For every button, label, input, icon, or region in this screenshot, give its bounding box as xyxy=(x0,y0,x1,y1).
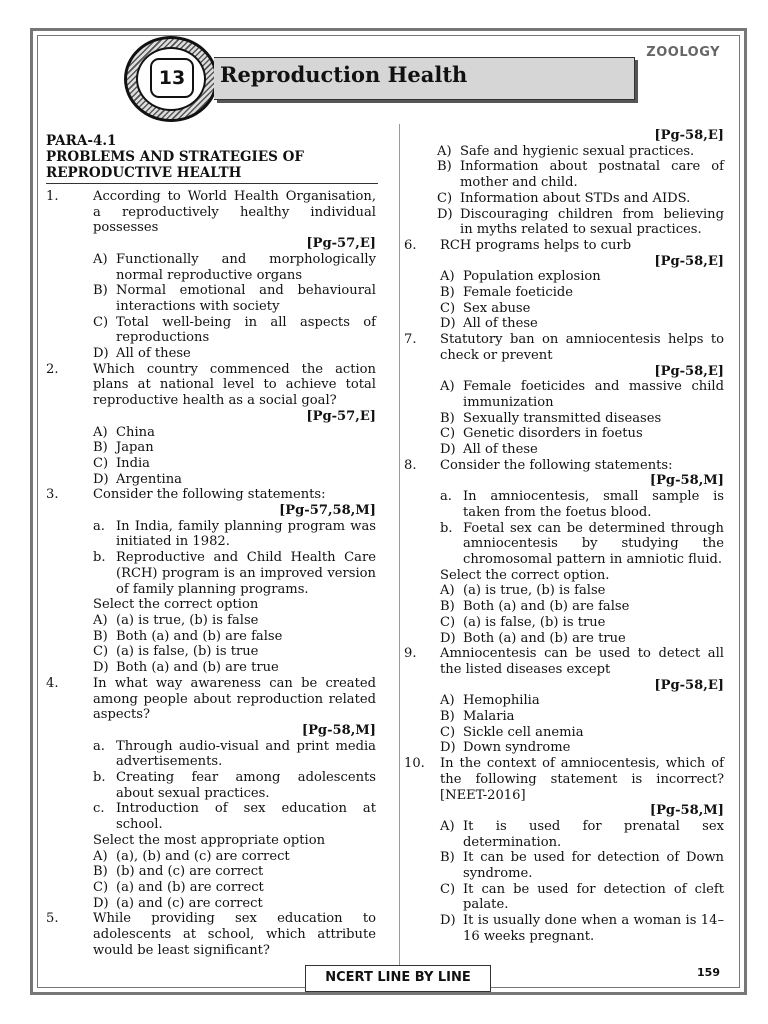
option-label: C) xyxy=(437,190,453,206)
option-b xyxy=(440,285,724,301)
statement-label: a. xyxy=(93,738,105,754)
option-text: Population explosion xyxy=(463,269,601,285)
options-list xyxy=(440,269,724,332)
option-label: B) xyxy=(440,599,455,615)
option-label: C) xyxy=(440,881,456,897)
option-c xyxy=(440,615,724,631)
question-number: 3. xyxy=(46,487,59,503)
option-a xyxy=(93,425,376,441)
statement-text: In amniocentesis, small sample is taken from the foetus blood. xyxy=(463,489,724,520)
option-label: A) xyxy=(93,251,108,267)
option-label: C) xyxy=(93,455,109,471)
options-list xyxy=(440,693,724,756)
options-list xyxy=(93,252,376,362)
chapter-title: Reproduction Health xyxy=(220,62,468,87)
option-label: B) xyxy=(440,850,455,866)
option-c xyxy=(440,725,724,741)
subject-label: ZOOLOGY xyxy=(646,45,720,60)
option-b xyxy=(440,411,724,427)
question-text: Statutory ban on amniocentesis helps to check or prevent xyxy=(440,332,724,363)
footer-series-label: NCERT LINE BY LINE xyxy=(305,965,491,992)
option-text: Safe and hygienic sexual practices. xyxy=(460,143,695,159)
page-reference-tag: [Pg-58,E] xyxy=(654,253,724,269)
option-b xyxy=(440,850,724,881)
statement-text: Introduction of sex education at school. xyxy=(116,801,376,833)
statement-b xyxy=(440,521,724,568)
option-text: Argentina xyxy=(116,471,182,487)
option-a xyxy=(440,583,724,599)
option-text: It can be used for detection of cleft palate. xyxy=(463,881,724,913)
page-number: 159 xyxy=(697,966,720,979)
option-a xyxy=(93,252,376,283)
chapter-number: 13 xyxy=(150,58,194,98)
option-text: It is usually done when a woman is 14–16 weeks pregnant. xyxy=(463,913,724,944)
page-reference-tag: [Pg-58,M] xyxy=(649,803,724,819)
option-label: A) xyxy=(440,818,455,834)
statement-label: a. xyxy=(440,489,452,505)
question-number: 7. xyxy=(404,332,417,348)
question-8 xyxy=(404,458,724,474)
option-label: D) xyxy=(437,206,453,222)
option-label: B) xyxy=(93,628,108,644)
select-instruction: Select the correct option. xyxy=(440,567,610,583)
option-label: C) xyxy=(440,426,456,442)
option-label: D) xyxy=(440,740,456,756)
option-a xyxy=(93,613,376,629)
select-instruction: Select the correct option xyxy=(93,597,259,613)
statement-label: c. xyxy=(93,801,105,817)
option-c xyxy=(93,880,376,896)
left-column xyxy=(46,133,376,958)
option-d xyxy=(440,442,724,458)
option-label: D) xyxy=(93,346,109,362)
option-a xyxy=(437,144,724,160)
option-label: D) xyxy=(93,660,109,676)
option-b xyxy=(93,864,376,880)
question-number: 9. xyxy=(404,646,417,662)
question-text: In what way awareness can be created among people about reproduction related aspects? xyxy=(93,675,376,723)
option-a xyxy=(440,269,724,285)
option-d xyxy=(440,740,724,756)
option-label: D) xyxy=(93,895,109,911)
statement-a xyxy=(93,519,376,550)
option-label: D) xyxy=(440,316,456,332)
page-reference-tag: [Pg-58,E] xyxy=(654,363,724,379)
statement-label: b. xyxy=(440,520,453,536)
option-a xyxy=(440,819,724,850)
statement-a xyxy=(440,489,724,520)
option-text: All of these xyxy=(463,442,538,458)
option-d xyxy=(437,207,724,238)
options-list xyxy=(440,379,724,458)
statement-text: Creating fear among adolescents about sexual practices. xyxy=(116,770,376,801)
question-number: 6. xyxy=(404,237,417,253)
para-label: PARA-4.1 xyxy=(46,133,117,149)
option-text: India xyxy=(116,455,150,471)
page-reference-tag: [Pg-58,M] xyxy=(649,473,724,489)
question-4 xyxy=(46,676,376,723)
question-text: According to World Health Organisation, a reproductively healthy individual possesses xyxy=(93,189,376,236)
option-text: Information about postnatal care of mother and child. xyxy=(460,159,724,191)
option-c xyxy=(440,426,724,442)
page-reference-tag: [Pg-58,E] xyxy=(654,128,724,143)
option-label: B) xyxy=(93,283,108,299)
option-d xyxy=(93,472,376,488)
question-6 xyxy=(404,238,724,254)
option-label: A) xyxy=(440,693,455,709)
option-text: Hemophilia xyxy=(463,693,540,709)
option-text: It can be used for detection of Down syndrome. xyxy=(463,850,724,882)
question-text: Consider the following statements: xyxy=(440,457,673,473)
option-c xyxy=(440,882,724,913)
option-text: Functionally and morphologically normal reproductive organs xyxy=(116,251,376,283)
option-label: B) xyxy=(437,159,452,175)
question-text: While providing sex education to adolescents at school, which attribute would be least significant? xyxy=(93,911,376,958)
statement-label: a. xyxy=(93,518,105,534)
question-text: RCH programs helps to curb xyxy=(440,237,632,253)
option-text: (a) is false, (b) is true xyxy=(463,614,606,630)
question-number: 2. xyxy=(46,361,59,377)
statement-b xyxy=(93,550,376,597)
right-column xyxy=(404,128,724,945)
option-b xyxy=(440,599,724,615)
page-reference-tag: [Pg-57,E] xyxy=(306,408,376,424)
question-1 xyxy=(46,189,376,236)
statement-text: Reproductive and Child Health Care (RCH) program is an improved version of family planning programs. xyxy=(116,550,376,597)
option-text: (a) is true, (b) is false xyxy=(463,583,606,599)
question-3 xyxy=(46,487,376,503)
option-text: (b) and (c) are correct xyxy=(116,864,264,880)
question-text: Consider the following statements: xyxy=(93,487,326,503)
option-a xyxy=(440,379,724,410)
option-label: D) xyxy=(93,471,109,487)
option-text: Sexually transmitted diseases xyxy=(463,410,662,426)
option-b xyxy=(437,159,724,190)
statements-list xyxy=(93,519,376,676)
section-heading-line1: PROBLEMS AND STRATEGIES OF xyxy=(46,149,304,165)
page-reference-tag: [Pg-57,58,M] xyxy=(279,503,376,519)
option-label: D) xyxy=(440,442,456,458)
question-text: Amniocentesis can be used to detect all the listed diseases except xyxy=(440,646,724,677)
option-b xyxy=(93,629,376,645)
option-d xyxy=(440,316,724,332)
page-reference-tag: [Pg-58,M] xyxy=(301,722,376,738)
option-text: Total well-being in all aspects of reproductions xyxy=(116,314,376,346)
option-text: (a) is true, (b) is false xyxy=(116,612,259,628)
option-label: B) xyxy=(440,709,455,725)
option-b xyxy=(93,440,376,456)
column-divider xyxy=(399,124,400,970)
option-label: A) xyxy=(93,848,108,864)
option-text: Down syndrome xyxy=(463,740,571,756)
option-text: Both (a) and (b) are false xyxy=(116,628,283,644)
question-7 xyxy=(404,332,724,363)
option-label: B) xyxy=(440,285,455,301)
option-label: A) xyxy=(93,424,108,440)
option-text: Japan xyxy=(116,440,154,456)
question-text: In the context of amniocentesis, which of the following statement is incorrect? [NEET-2016] xyxy=(440,756,724,803)
statement-text: Through audio-visual and print media advertisements. xyxy=(116,738,376,770)
option-a xyxy=(93,849,376,865)
statements-list xyxy=(93,739,376,912)
option-label: A) xyxy=(440,379,455,395)
option-label: B) xyxy=(93,864,108,880)
option-text: Sex abuse xyxy=(463,300,531,316)
section-rule xyxy=(46,183,378,184)
question-number: 4. xyxy=(46,675,59,691)
option-b xyxy=(440,709,724,725)
statement-a xyxy=(93,739,376,770)
option-text: It is used for prenatal sex determination. xyxy=(463,818,724,850)
option-label: C) xyxy=(440,300,456,316)
option-label: C) xyxy=(93,879,109,895)
option-text: All of these xyxy=(463,316,538,332)
option-d xyxy=(93,660,376,676)
option-label: A) xyxy=(93,612,108,628)
option-c xyxy=(93,315,376,346)
question-text: Which country commenced the action plans at national level to achieve total reproductive health as a social goal? xyxy=(93,361,376,409)
option-d xyxy=(440,913,724,944)
option-d xyxy=(93,896,376,912)
option-text: Information about STDs and AIDS. xyxy=(460,190,691,206)
option-label: D) xyxy=(440,630,456,646)
option-text: Both (a) and (b) are false xyxy=(463,599,630,615)
options-list xyxy=(93,425,376,488)
statement-label: b. xyxy=(93,550,106,566)
statements-list xyxy=(440,489,724,646)
option-label: C) xyxy=(93,644,109,660)
question-number: 10. xyxy=(404,756,425,772)
page-reference-tag: [Pg-57,E] xyxy=(306,236,376,252)
option-c xyxy=(93,456,376,472)
option-text: (a), (b) and (c) are correct xyxy=(116,848,290,864)
option-a xyxy=(440,693,724,709)
option-text: China xyxy=(116,424,155,440)
statement-label: b. xyxy=(93,770,106,786)
question-9 xyxy=(404,646,724,677)
question-number: 8. xyxy=(404,457,417,473)
option-text: Sickle cell anemia xyxy=(463,724,584,740)
option-text: (a) and (c) are correct xyxy=(116,895,263,911)
option-c xyxy=(93,644,376,660)
question-number: 5. xyxy=(46,911,59,927)
option-text: Malaria xyxy=(463,709,515,725)
option-d xyxy=(440,631,724,647)
option-label: C) xyxy=(440,724,456,740)
question-10 xyxy=(404,756,724,803)
option-label: A) xyxy=(440,583,455,599)
option-text: Female foeticide xyxy=(463,285,574,301)
option-label: C) xyxy=(93,314,109,330)
option-text: Discouraging children from believing in myths related to sexual practices. xyxy=(460,206,724,238)
option-text: Female foeticides and massive child immunization xyxy=(463,379,724,410)
option-d xyxy=(93,346,376,362)
option-label: B) xyxy=(93,440,108,456)
option-text: Genetic disorders in foetus xyxy=(463,426,643,442)
section-heading-line2: REPRODUCTIVE HEALTH xyxy=(46,165,242,181)
option-b xyxy=(93,283,376,314)
question-5 xyxy=(46,911,376,958)
statement-text: In India, family planning program was initiated in 1982. xyxy=(116,518,376,550)
option-text: Both (a) and (b) are true xyxy=(116,660,279,676)
option-text: Normal emotional and behavioural interactions with society xyxy=(116,283,376,314)
statement-c xyxy=(93,801,376,832)
option-label: D) xyxy=(440,913,456,929)
option-label: C) xyxy=(440,614,456,630)
option-c xyxy=(440,301,724,317)
options-list xyxy=(437,144,724,238)
option-text: All of these xyxy=(116,346,191,362)
question-2 xyxy=(46,362,376,409)
page-reference-tag: [Pg-58,E] xyxy=(654,677,724,693)
option-label: B) xyxy=(440,410,455,426)
option-c xyxy=(437,191,724,207)
option-text: (a) is false, (b) is true xyxy=(116,644,259,660)
statement-text: Foetal sex can be determined through amniocentesis by studying the chromosomal pattern in amniotic fluid. xyxy=(463,520,724,567)
select-instruction: Select the most appropriate option xyxy=(93,832,326,848)
option-text: (a) and (b) are correct xyxy=(116,879,264,895)
option-label: A) xyxy=(440,269,455,285)
options-list xyxy=(440,819,724,945)
option-label: A) xyxy=(437,143,452,159)
option-text: Both (a) and (b) are true xyxy=(463,630,626,646)
statement-b xyxy=(93,770,376,801)
question-number: 1. xyxy=(46,189,59,204)
